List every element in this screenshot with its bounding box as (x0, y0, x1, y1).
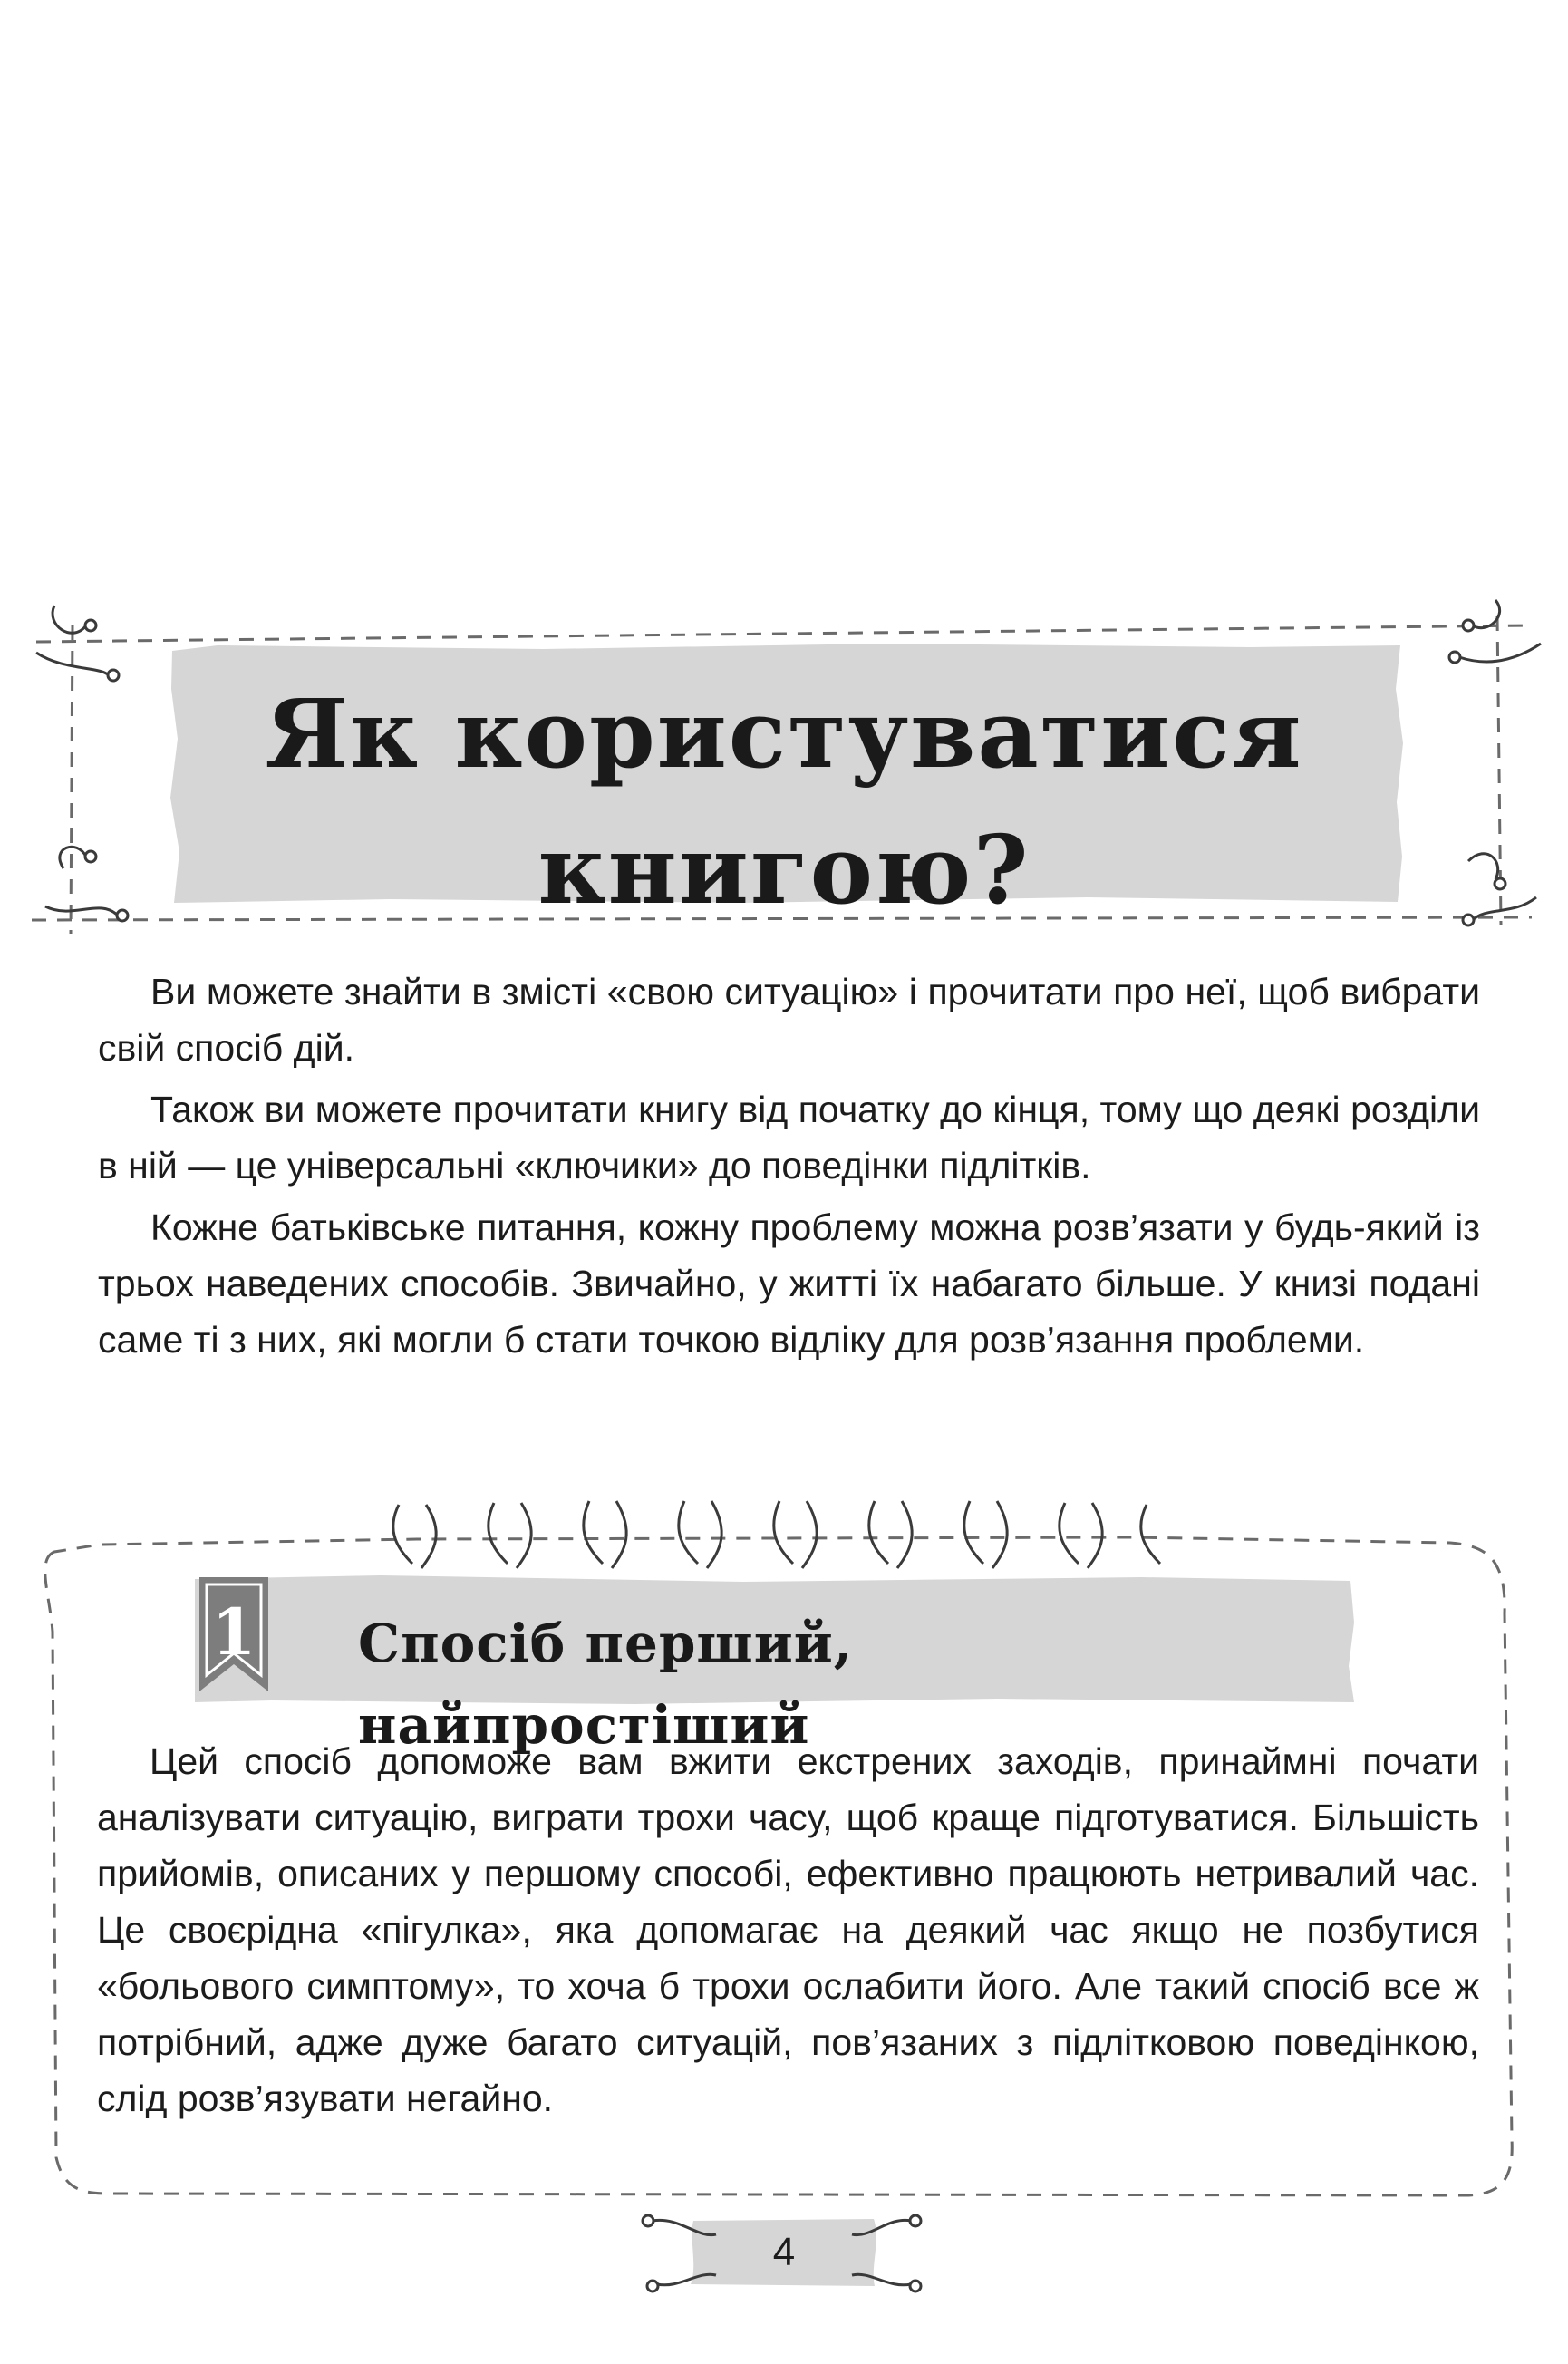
method-paragraph: Цей спосіб допоможе вам вжити екстрених заходів, принаймні почати аналізувати ситуацію, виграти трохи часу, щоб краще підготуватися. Більшість прийомів, описаних у першому способі, ефективно працюють нетривалий час. Це своєрідна «пігулка», яка допомагає на деякий час якщо не позбутися «больового симптому», то хоча б трохи ослабити його. Але такий спосіб все ж потрібний, адже дуже багато ситуацій, пов’язаних з підлітковою поведінкою, слід розв’язувати негайно. (97, 1740, 1479, 2119)
intro-paragraph: Кожне батьківське питання, кожну проблему можна розв’язати у будь-який із трьох наведених способів. Звичайно, у житті їх набагато більше. У книзі подані саме ті з них, які могли б стати точкою відліку для розв’язання проблеми. (98, 1206, 1480, 1361)
method-number-badge: 1 (211, 1594, 256, 1670)
page-number: 4 (772, 2230, 796, 2274)
intro-paragraph: Ви можете знайти в змісті «свою ситуацію» і прочитати про неї, щоб вибрати свій спосіб дій. (98, 971, 1480, 1069)
spiral-binding (393, 1501, 1160, 1568)
intro-text (98, 964, 1480, 1373)
page-title: Як користуватися книгою? (265, 678, 1303, 925)
method-title: Спосіб перший, найпростіший (358, 1613, 853, 1756)
method-text (97, 1733, 1479, 2132)
intro-paragraph: Також ви можете прочитати книгу від початку до кінця, тому що деякі розділи в ній — це універсальні «ключики» до поведінки підлітків. (98, 1089, 1480, 1187)
